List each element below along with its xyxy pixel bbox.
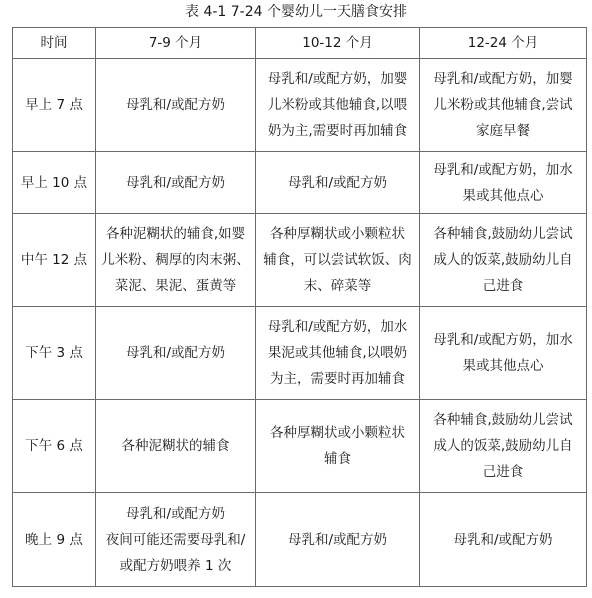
cell-line: 儿米粉或其他辅食,尝试 bbox=[433, 97, 573, 113]
cell-line: 母乳和/或配方奶 bbox=[125, 505, 226, 522]
cell-line: 己进食 bbox=[482, 464, 524, 480]
cell-line: 为主，需要时再加辅食 bbox=[270, 371, 405, 387]
cell-line: 成人的饭菜,鼓励幼儿自 bbox=[433, 438, 573, 454]
header-7-9-months: 7-9 个月 bbox=[96, 28, 256, 59]
cell-line: 果或其他点心 bbox=[462, 187, 544, 204]
table-row bbox=[13, 214, 587, 307]
cell-line: 母乳和/或配方奶 bbox=[125, 174, 226, 191]
cell-line: 末、碎菜等 bbox=[303, 278, 372, 294]
time-cell: 早上 7 点 bbox=[13, 59, 96, 152]
table-row bbox=[13, 307, 587, 400]
cell-line: 己进食 bbox=[482, 278, 524, 294]
cell-7-9-months bbox=[96, 493, 256, 587]
cell-10-12-months bbox=[256, 214, 420, 307]
cell-line: 母乳和/或配方奶 bbox=[125, 345, 226, 361]
table-caption: 表 4-1 7-24 个婴幼儿一天膳食安排 bbox=[185, 4, 407, 20]
cell-line: 各种辅食,鼓励幼儿尝试 bbox=[433, 226, 573, 242]
cell-line: 母乳和/或配方奶 bbox=[125, 97, 226, 113]
table-row bbox=[13, 152, 587, 214]
cell-7-9-months bbox=[96, 59, 256, 152]
header-10-12-months: 10-12 个月 bbox=[256, 28, 420, 59]
time-cell: 下午 6 点 bbox=[13, 400, 96, 493]
cell-12-24-months bbox=[420, 307, 587, 400]
cell-10-12-months bbox=[256, 400, 420, 493]
cell-line: 母乳和/或配方奶 bbox=[287, 531, 388, 548]
cell-10-12-months bbox=[256, 59, 420, 152]
cell-12-24-months bbox=[420, 214, 587, 307]
time-cell: 早上 10 点 bbox=[13, 152, 96, 214]
cell-line: 母乳和/或配方奶 bbox=[287, 174, 388, 191]
cell-line: 各种泥糊状的辅食 bbox=[121, 438, 230, 454]
time-cell: 中午 12 点 bbox=[13, 214, 96, 307]
time-cell: 晚上 9 点 bbox=[13, 493, 96, 587]
cell-7-9-months bbox=[96, 307, 256, 400]
cell-line: 果或其他点心 bbox=[462, 358, 544, 374]
table-row bbox=[13, 59, 587, 152]
cell-line: 或配方奶喂养 1 次 bbox=[119, 557, 232, 574]
cell-10-12-months bbox=[256, 307, 420, 400]
meal-schedule-table bbox=[12, 27, 587, 587]
cell-line: 母乳和/或配方奶，加水 bbox=[433, 161, 573, 178]
cell-line: 果泥或其他辅食,以喂奶 bbox=[267, 345, 408, 361]
cell-7-9-months bbox=[96, 400, 256, 493]
cell-line: 夜间可能还需要母乳和/ bbox=[105, 531, 246, 548]
cell-line: 各种泥糊状的辅食,如婴 bbox=[105, 226, 246, 242]
cell-line: 各种辅食,鼓励幼儿尝试 bbox=[433, 412, 573, 428]
cell-line: 辅食 bbox=[324, 451, 351, 467]
cell-12-24-months bbox=[420, 400, 587, 493]
cell-7-9-months bbox=[96, 152, 256, 214]
cell-line: 儿米粉、稠厚的肉末粥、 bbox=[101, 252, 250, 268]
cell-line: 各种厚糊状或小颗粒状 bbox=[270, 226, 405, 242]
cell-line: 母乳和/或配方奶，加水 bbox=[267, 319, 408, 335]
header-12-24-months: 12-24 个月 bbox=[420, 28, 587, 59]
cell-7-9-months bbox=[96, 214, 256, 307]
time-cell: 下午 3 点 bbox=[13, 307, 96, 400]
header-time: 时间 bbox=[13, 28, 96, 59]
cell-line: 儿米粉或其他辅食,以喂 bbox=[267, 97, 408, 113]
table-header-row bbox=[13, 28, 587, 59]
cell-line: 菜泥、果泥、蛋黄等 bbox=[114, 278, 237, 294]
cell-line: 母乳和/或配方奶 bbox=[453, 531, 553, 548]
cell-line: 辅食，可以尝试软饭、肉 bbox=[263, 252, 412, 268]
cell-line: 各种厚糊状或小颗粒状 bbox=[270, 425, 405, 441]
cell-12-24-months bbox=[420, 493, 587, 587]
cell-line: 母乳和/或配方奶，加婴 bbox=[267, 71, 408, 87]
cell-line: 母乳和/或配方奶，加水 bbox=[433, 332, 573, 348]
cell-10-12-months bbox=[256, 493, 420, 587]
table-row bbox=[13, 400, 587, 493]
cell-line: 成人的饭菜,鼓励幼儿自 bbox=[433, 252, 573, 268]
cell-line: 家庭早餐 bbox=[476, 123, 530, 139]
cell-line: 母乳和/或配方奶，加婴 bbox=[433, 71, 573, 87]
table-row bbox=[13, 493, 587, 587]
cell-10-12-months bbox=[256, 152, 420, 214]
cell-12-24-months bbox=[420, 152, 587, 214]
cell-line: 奶为主,需要时再加辅食 bbox=[267, 123, 408, 139]
cell-12-24-months bbox=[420, 59, 587, 152]
